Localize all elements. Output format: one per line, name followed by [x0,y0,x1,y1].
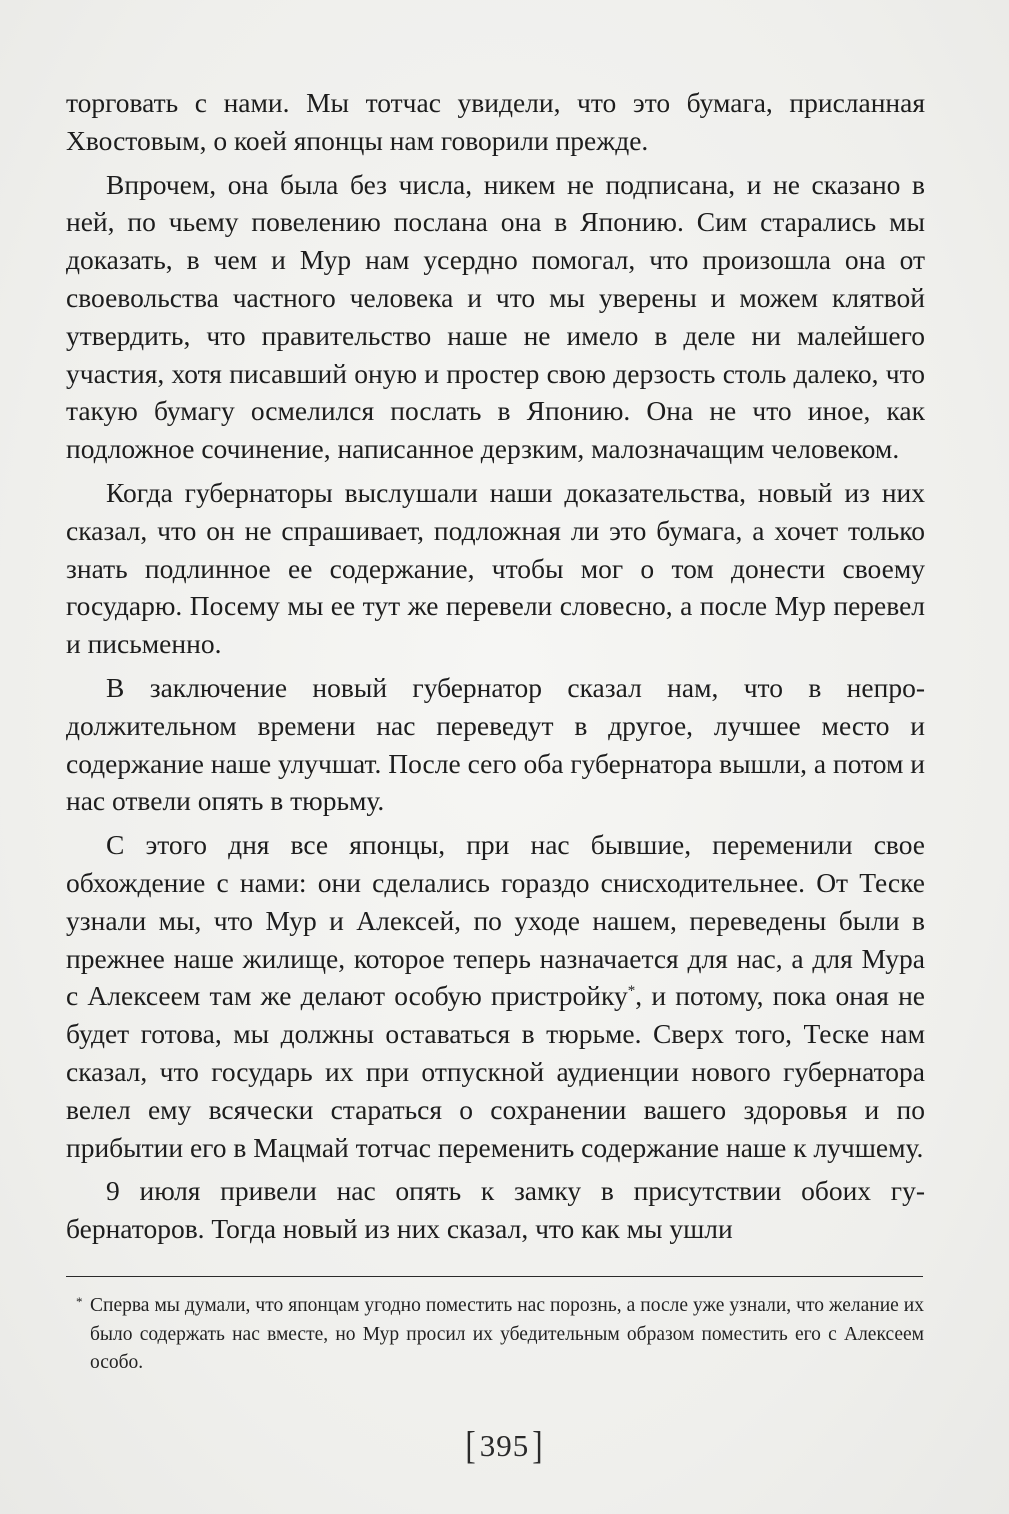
paragraph: В заключение новый губернатор сказал нам, что в непродолжительном времени нас переведут в другое, лучшее место и содержание наше улучшат. После сего оба губернатора вышли, а потом и нас отвели опять в тюрьму. [66,671,925,817]
page-number [0,1423,1009,1468]
page-number-value: 395 [479,1428,530,1463]
footnote-reference: * [627,983,636,1000]
page-number-bracket-left: [ [465,1423,477,1468]
paragraph-with-footnote [66,826,925,1166]
paragraph-text-before-note: С этого дня все японцы, при нас бывшие, переменили свое обхождение с нами: они сделались гораздо снисходительнее. От Теске узнали мы, что Мур и Алексей, по уходе нашем, переведены были в прежнее наше жилище, которое теперь назначается для нас, а для Мура с Алексеем там же делают особую пристройку [66,829,925,1012]
main-text [66,84,925,1248]
paragraph-continuation: торговать с нами. Мы тотчас увидели, что это бумага, присланная Хвостовым, о коей японцы нам говорили прежде. [66,87,925,156]
footnote-marker: * [76,1294,83,1309]
paragraph-text-after-note: , и потому, пока оная не будет готова, мы должны оставаться в тюрьме. Сверх того, Теске нам сказал, что государь их при отпускной аудиенции нового губернатора велел ему всячески стараться о сохранении вашего здоровья и по прибытии его в Мацмай тотчас переменить содержание наше к лучшему. [66,980,925,1163]
footnote [76,1292,924,1378]
paragraph: Впрочем, она была без числа, никем не подписана, и не сказано в ней, по чьему повелению послана она в Японию. Сим старались мы доказать, в чем и Мур нам усердно помогал, что произошла она от своевольства частного человека и что мы уверены и можем клятвой утвердить, что правительство наше не имело в деле ни малейшего участия, хотя писавший оную и простер свою дерзость столь далеко, что такую бумагу осмелился послать в Японию. Она не что иное, как подложное сочинение, написанное дерзким, малозначащим человеком. [66,168,925,465]
page-number-bracket-right: ] [532,1423,544,1468]
footnote-divider [66,1276,923,1277]
paragraph: 9 июля привели нас опять к замку в присутствии обоих губернаторов. Тогда новый из них сказал, что как мы ушли [66,1175,925,1245]
footnote-text: Сперва мы думали, что японцам угодно поместить нас порознь, а после уже узнали, что желание их было содержать нас вместе, но Мур просил их убедительным образом поместить его с Алексеем особо. [90,1295,924,1373]
paragraph: Когда губернаторы выслушали наши доказательства, новый из них сказал, что он не спрашивает, подложная ли это бумага, а хочет только знать подлинное ее содержание, чтобы мог о том донести своему государю. Посему мы ее тут же перевели словесно, а после Мур перевел и письменно. [66,476,925,660]
